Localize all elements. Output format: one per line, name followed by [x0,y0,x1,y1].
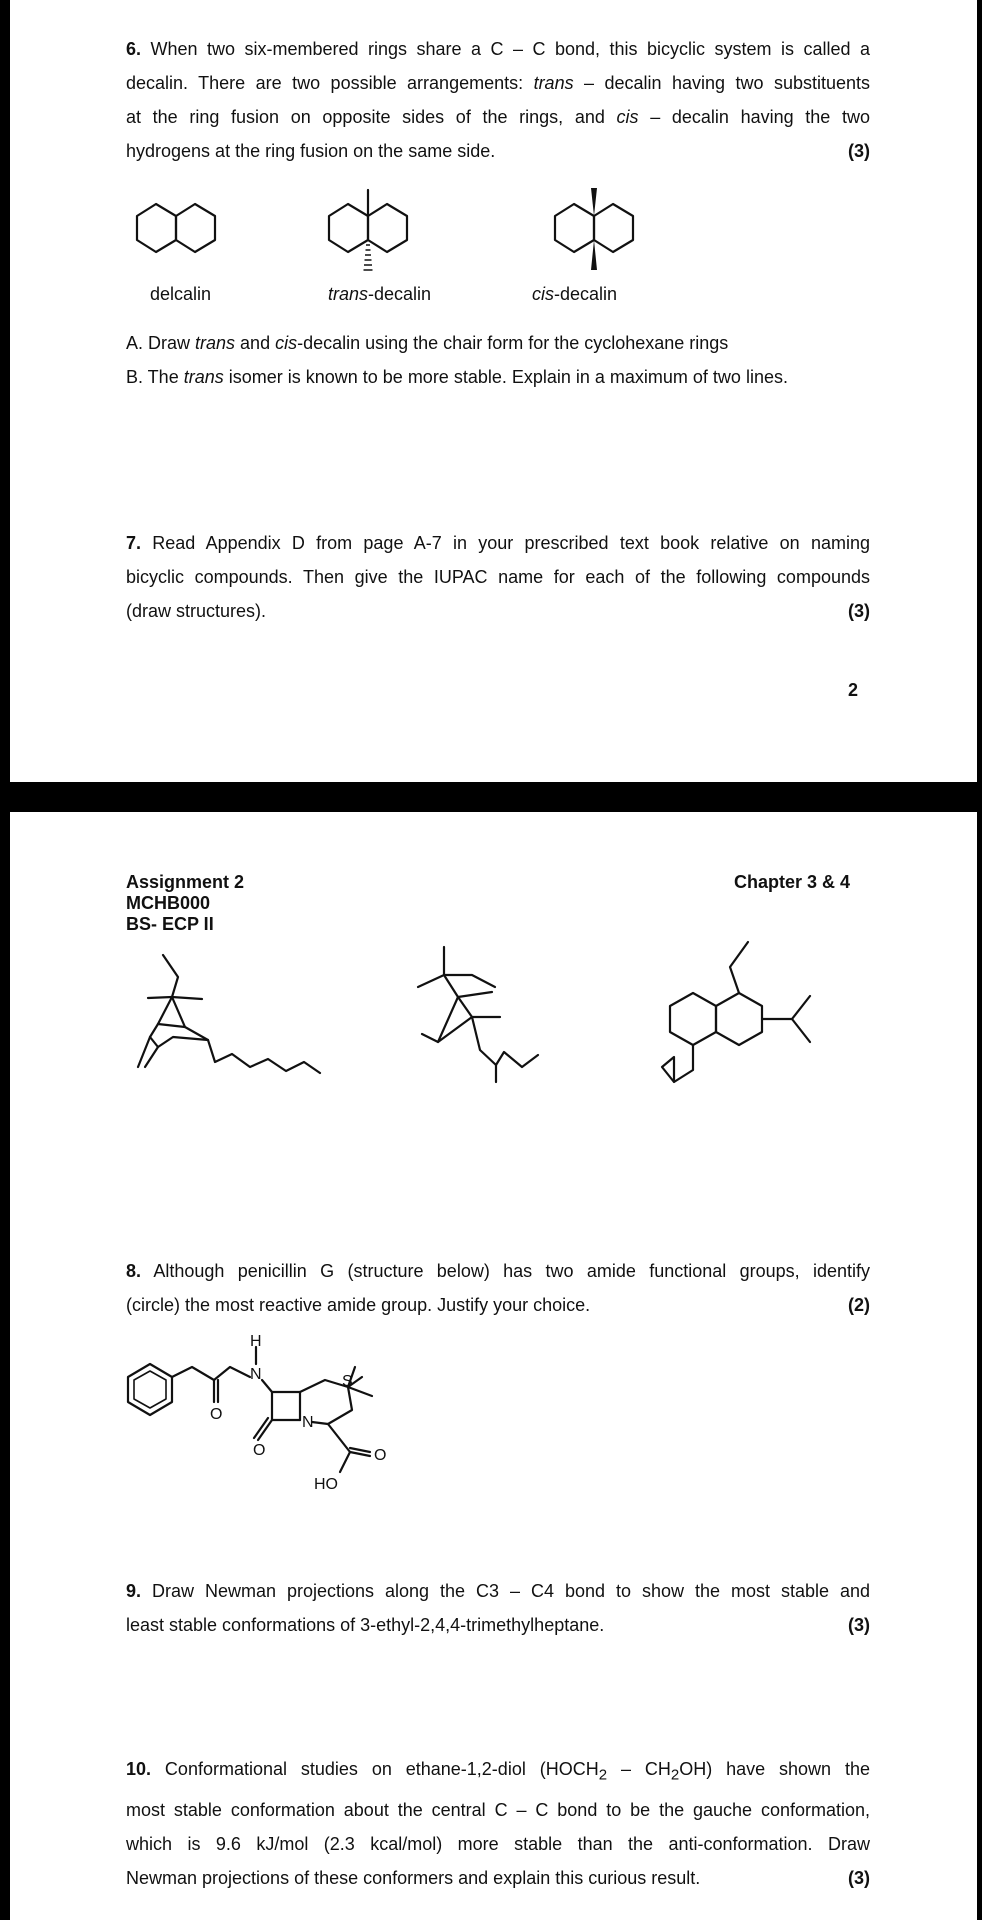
question-9 [126,1574,870,1642]
q9-number: 9. [126,1581,142,1601]
q10-sub1: 2 [598,1766,608,1784]
q6-number: 6. [126,39,142,59]
q8-line2: (circle) the most reactive amide group. Justify your choice. [126,1295,591,1315]
q6-line1: When two six-membered rings share a C – C bond, this bicyclic system is called a [141,39,870,59]
cis-decalin-structure [10,0,977,300]
label-cis-em: cis [532,284,554,304]
q6-line2: decalin. There are two possible arrangements: [126,73,534,93]
page-number: 2 [848,680,859,700]
q6-line3b: – decalin having the two [638,107,870,127]
course-code: MCHB000 [126,893,211,913]
chapter-label: Chapter 3 & 4 [734,872,851,892]
q6-partA-mid: and [235,333,276,353]
q10-line1c: OH) have shown the [679,1759,870,1779]
q6-partA-em2: cis [275,333,298,353]
q6-partA-post: -decalin using the chair form for the cyclohexane rings [297,333,729,353]
atom-o-amide: O [210,1406,223,1423]
label-trans-em: trans [328,284,369,304]
label-decalin: delcalin [150,284,212,304]
atom-h: H [250,1333,262,1350]
q6-line3: at the ring fusion on opposite sides of the rings, and [126,107,617,127]
q10-line1b: – CH [607,1759,671,1779]
wedge-up [591,188,597,216]
assignment-title: Assignment 2 [126,872,245,892]
q9-line1: Draw Newman projections along the C3 – C4 bond to show the most stable and [141,1581,870,1601]
label-cis-rest: -decalin [554,284,618,304]
q6-line2-em: trans [533,73,574,93]
q6-line3-em: cis [616,107,639,127]
penicillin-g-structure [10,812,977,1493]
label-cis-decalin [532,284,617,305]
atom-o-carbonyl: O [374,1447,387,1464]
q7-line1: Read Appendix D from page A-7 in your prescribed text book relative on naming [141,533,870,553]
q6-partB-em: trans [183,367,224,387]
q7-points: (3) [848,601,870,621]
atom-ho: HO [314,1476,338,1493]
q6-part-b [126,360,870,394]
q6-line2b: – decalin having two substituents [573,73,870,93]
atom-o-lactam: O [253,1442,266,1459]
q8-line1: Although penicillin G (structure below) has two amide functional groups, identify [141,1261,870,1281]
atom-n-amide: N [250,1366,262,1383]
q9-line2: least stable conformations of 3-ethyl-2,4,4-trimethylheptane. [126,1615,605,1635]
q7-line2: bicyclic compounds. Then give the IUPAC name for each of the following compounds [126,567,870,587]
q7-line3: (draw structures). [126,601,267,621]
q10-line4: Newman projections of these conformers and explain this curious result. [126,1867,701,1888]
page-1 [10,0,977,782]
label-trans-rest: -decalin [368,284,432,304]
question-7 [126,526,870,628]
q8-number: 8. [126,1261,142,1281]
q10-line1a: Conformational studies on ethane-1,2-diol (HOCH [151,1759,599,1779]
program-name: BS- ECP II [126,914,214,934]
q6-points: (3) [848,141,870,161]
q10-line3: which is 9.6 kJ/mol (2.3 kcal/mol) more stable than the anti-conformation. Draw [126,1833,870,1854]
q6-parts [126,326,870,394]
q6-partA-pre: A. Draw [126,333,196,353]
q10-sub2: 2 [670,1766,680,1784]
q8-points: (2) [848,1295,870,1315]
q9-points: (3) [848,1615,870,1635]
wedge-down [591,240,597,270]
q10-line2: most stable conformation about the central C – C bond to be the gauche conformation, [126,1799,870,1820]
q7-number: 7. [126,533,142,553]
q6-partB-pre: B. The [126,367,184,387]
label-trans-decalin [328,284,431,305]
q6-line4: hydrogens at the ring fusion on the same side. [126,141,496,161]
atom-n-lactam: N [302,1414,314,1431]
q6-partA-em1: trans [195,333,236,353]
q6-part-a [126,326,870,360]
q6-partB-post: isomer is known to be more stable. Explain in a maximum of two lines. [223,367,788,387]
atom-s: S [342,1373,353,1390]
q10-points: (3) [848,1867,870,1888]
question-10 [126,1752,870,1895]
q10-number: 10. [126,1759,152,1779]
page-2 [10,812,977,1920]
